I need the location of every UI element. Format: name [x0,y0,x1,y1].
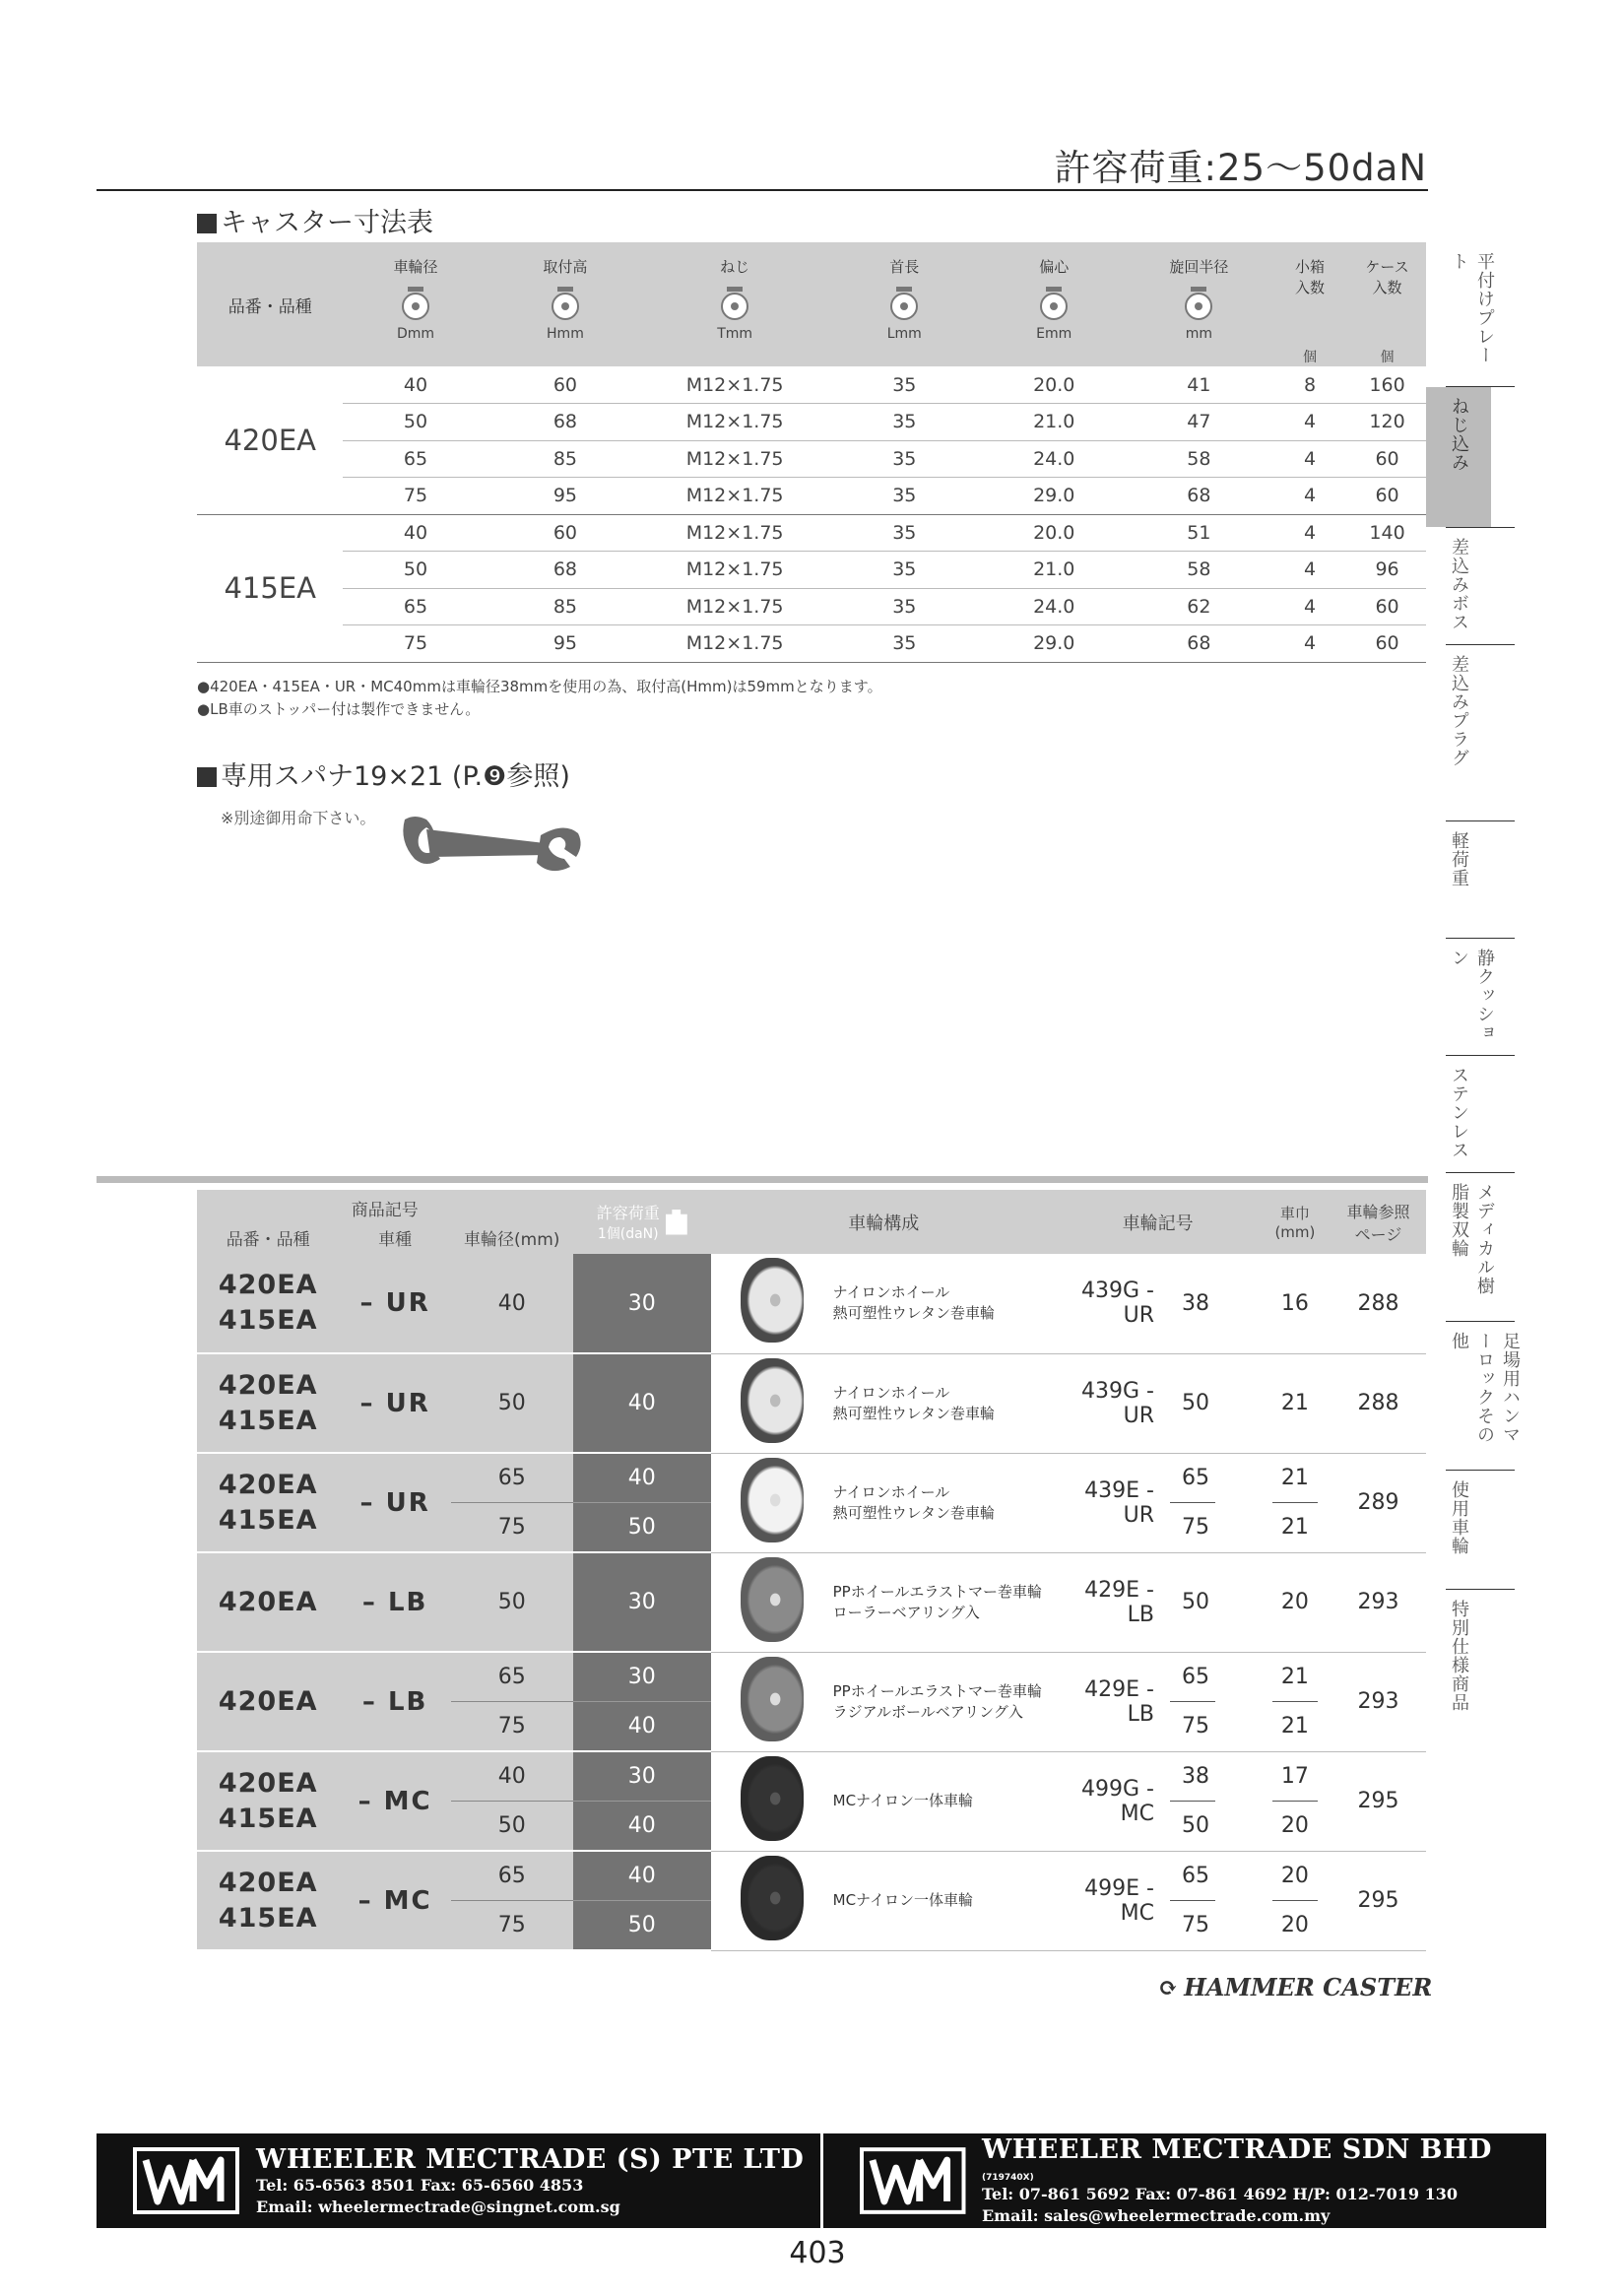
product-row [197,1552,1426,1652]
dims-row [197,514,1426,552]
product-desc-cell [833,1851,1057,1950]
product-code-cell: 429E - LB [1057,1652,1168,1751]
product-desc-cell [833,1453,1057,1552]
product-desc: MCナイロン一体車輪 [832,1891,974,1909]
product-wheel-diam-cell: 38 [1168,1254,1260,1353]
dims-cell: 24.0 [982,440,1127,478]
product-page-cell: 295 [1331,1851,1426,1950]
product-page-cell: 289 [1331,1453,1426,1552]
dims-cell: 35 [827,552,982,589]
product-row [197,1353,1426,1453]
page-title: 許容荷重:25〜50daN [1054,147,1427,189]
dims-cell: M12×1.75 [642,366,827,404]
product-width-cell: 21 [1260,1503,1331,1553]
product-load-cell: 30 [573,1552,711,1652]
product-model-cell [197,1254,339,1353]
product-width-cell: 21 [1260,1702,1331,1752]
dims-header-col [642,242,827,366]
product-page-cell: 288 [1331,1353,1426,1453]
product-wheel-diam-cell: 38 [1168,1751,1260,1802]
product-wheel-diam-cell: 50 [1168,1353,1260,1453]
dims-cell: 58 [1127,552,1271,589]
product-model-cell [197,1453,339,1552]
dims-cell: 21.0 [982,552,1127,589]
dims-cell: 40 [343,514,487,552]
product-diam-cell: 50 [451,1552,573,1652]
product-wheel-diam-cell: 65 [1168,1453,1260,1503]
nav-item-3[interactable]: 差込みプラグ [1449,655,1469,767]
dims-cell: 68 [488,404,643,441]
dims-cell: 58 [1127,440,1271,478]
product-table [197,1190,1426,1951]
product-type-cell: – MC [339,1751,450,1851]
dims-header-unit: Emm [1036,326,1072,342]
product-wheel-diam-cell: 50 [1168,1552,1260,1652]
product-page-cell: 295 [1331,1751,1426,1851]
product-model: 415EA [218,1902,318,1934]
prod-header-load-unit: 1個(daN) [597,1226,659,1242]
dims-cell: 85 [488,588,643,625]
product-diam-cell: 75 [451,1503,573,1553]
dims-cell: 65 [343,440,487,478]
dims-header-col [1348,242,1426,366]
dims-cell: 35 [827,478,982,515]
product-desc-cell [833,1353,1057,1453]
dims-cell: 60 [1348,588,1426,625]
category-side-nav [1426,242,1521,1767]
dims-row [197,552,1426,589]
dims-cell: 47 [1127,404,1271,441]
product-type: MC [383,1885,432,1916]
product-code-cell: 439E - UR [1057,1453,1168,1552]
dims-cell: 140 [1348,514,1426,552]
page-number: 403 [789,2236,846,2270]
dims-cell: 29.0 [982,478,1127,515]
product-diam-cell: 40 [451,1254,573,1353]
product-desc: MCナイロン一体車輪 [832,1792,974,1809]
product-load-cell: 40 [573,1353,711,1453]
wrench-icon [397,808,584,877]
dims-row [197,588,1426,625]
product-load-cell: 50 [573,1503,711,1553]
dims-header-label: ケース 入数 [1365,258,1409,296]
footer-email: Email: wheelermectrade@singnet.com.sg [256,2197,620,2216]
dims-header-label: 取付高 [543,258,588,276]
dims-header-col [343,242,487,366]
thread-icon [715,283,754,322]
dims-row [197,440,1426,478]
product-wheel-diam-cell: 75 [1168,1901,1260,1951]
nav-item-2[interactable]: 差込みボス [1449,538,1469,631]
product-model: 415EA [218,1305,318,1336]
dims-cell: 29.0 [982,625,1127,663]
wheel-image-icon [741,1657,804,1741]
footer-left [97,2133,823,2228]
dims-header-col [827,242,982,366]
product-wheel-cell [711,1254,833,1353]
dims-row [197,366,1426,404]
nav-item-7[interactable]: メディカル樹脂製双輪 [1449,1183,1495,1295]
product-model: 420EA [218,1469,318,1500]
product-wheel-diam-cell: 75 [1168,1702,1260,1752]
caster-logo-icon: ⟳ [1158,1973,1179,2001]
dims-cell: 4 [1271,440,1348,478]
square-bullet-icon [197,767,217,787]
dims-cell: 95 [488,478,643,515]
product-desc: ナイロンホイール [832,1383,950,1402]
dims-cell: 40 [343,366,487,404]
product-desc: PPホイールエラストマー巻車輪 [832,1681,1042,1700]
dims-header-unit: Tmm [717,326,753,342]
product-width-cell: 21 [1260,1353,1331,1453]
dims-header-unit: Hmm [547,326,584,342]
footer-phone: Tel: 65-6563 8501 Fax: 65-6560 4853 [256,2175,584,2195]
product-model: 420EA [218,1685,318,1717]
dims-header-label: 首長 [889,258,920,276]
dimensions-table [197,242,1426,663]
product-model: 420EA [218,1270,318,1300]
product-type-cell: – LB [339,1652,450,1751]
wheel-image-icon [741,1557,804,1642]
footer-phone: Tel: 07-861 5692 Fax: 07-861 4692 H/P: 012-7019 130 [981,2185,1459,2203]
dims-cell: 120 [1348,404,1426,441]
dims-cell: 21.0 [982,404,1127,441]
dims-header-col [488,242,643,366]
footer-bar [97,2133,1546,2228]
wheel-image-icon [741,1856,804,1940]
product-diam-cell: 40 [451,1751,573,1802]
dims-cell: 160 [1348,366,1426,404]
dims-cell: 68 [1127,625,1271,663]
product-width-cell: 20 [1260,1851,1331,1901]
prod-header-code: 車輪記号 [1057,1190,1260,1254]
product-code-cell: 439G - UR [1057,1254,1168,1353]
product-desc: ナイロンホイール [832,1482,950,1501]
section-divider [97,1176,1428,1183]
dims-header-label: 車輪径 [393,258,438,276]
dims-header-unit: Dmm [396,326,435,342]
product-code-cell: 429E - LB [1057,1552,1168,1652]
note-line: ●LB車のストッパー付は製作できません。 [197,700,481,718]
dims-row [197,404,1426,441]
dims-cell: 68 [488,552,643,589]
product-width-cell: 17 [1260,1751,1331,1802]
wm-logo-icon [859,2146,966,2215]
dims-cell: 85 [488,440,643,478]
product-load-cell: 40 [573,1802,711,1852]
dims-cell: M12×1.75 [642,404,827,441]
dims-header-unit: 個 [1302,350,1317,365]
nav-item-9[interactable]: 使用車輪 [1449,1480,1469,1555]
dims-cell: 60 [1348,625,1426,663]
product-wheel-cell [711,1453,833,1552]
weight-icon [666,1210,687,1235]
dims-header-col [982,242,1127,366]
product-model-cell [197,1751,339,1851]
footer-company: WHEELER MECTRADE (S) PTE LTD [256,2143,805,2175]
product-width-cell: 21 [1260,1453,1331,1503]
product-wheel-cell [711,1851,833,1950]
nav-item-5[interactable]: 静クッション [1449,949,1495,1042]
product-desc: PPホイールエラストマー巻車輪 [832,1582,1042,1601]
dims-cell: 20.0 [982,366,1127,404]
product-desc: 熱可塑性ウレタン巻車輪 [832,1304,996,1323]
dims-section-title: キャスター寸法表 [197,201,433,239]
dims-cell: 65 [343,588,487,625]
brand-logo: ⟳ HAMMER CASTER [1158,1973,1433,2001]
prod-header-row [197,1190,1426,1220]
dims-cell: 35 [827,440,982,478]
product-wheel-cell [711,1751,833,1851]
dims-cell: 60 [488,366,643,404]
product-wheel-diam-cell: 65 [1168,1652,1260,1702]
prod-header-page: 車輪参照 ページ [1331,1190,1426,1254]
wheel-diameter-icon [396,283,435,322]
dims-header-unit: 個 [1380,350,1395,365]
dims-cell: 4 [1271,552,1348,589]
product-model-cell [197,1552,339,1652]
dims-cell: 35 [827,625,982,663]
dims-cell: M12×1.75 [642,625,827,663]
product-code-cell: 499E - MC [1057,1851,1168,1950]
product-desc: 熱可塑性ウレタン巻車輪 [832,1404,996,1422]
product-type: LB [387,1686,428,1717]
spanner-section-title: 専用スパナ19×21 (P.❾参照) [197,754,570,793]
dims-cell: 4 [1271,404,1348,441]
dims-model-cell: 420EA [197,366,343,514]
dims-cell: M12×1.75 [642,514,827,552]
dims-cell: M12×1.75 [642,440,827,478]
product-model: 420EA [218,1586,318,1617]
product-desc: ローラーベアリング入 [832,1603,980,1621]
wheel-image-icon [741,1458,804,1542]
dims-cell: 4 [1271,514,1348,552]
nav-item-8[interactable]: 足場用ハンマーロックその他 [1449,1332,1521,1444]
prod-header-type: 車種 [339,1220,450,1254]
product-diam-cell: 65 [451,1851,573,1901]
product-type-cell: – LB [339,1552,450,1652]
product-wheel-diam-cell: 65 [1168,1851,1260,1901]
mount-height-icon [546,283,585,322]
product-type: UR [385,1388,430,1418]
product-model: 420EA [218,1867,318,1898]
product-row [197,1751,1426,1802]
product-wheel-diam-cell: 50 [1168,1802,1260,1852]
product-type-cell: – UR [339,1254,450,1353]
dims-cell: 96 [1348,552,1426,589]
product-diam-cell: 65 [451,1652,573,1702]
product-type: LB [387,1587,428,1617]
product-diam-cell: 50 [451,1353,573,1453]
spanner-note: ※別途御用命下さい。 [221,809,376,827]
dims-cell: 75 [343,478,487,515]
swivel-radius-icon [1179,283,1218,322]
nav-item-4[interactable]: 軽荷重 [1449,831,1469,887]
product-desc-cell [833,1552,1057,1652]
dims-cell: 68 [1127,478,1271,515]
prod-header-config: 車輪構成 [711,1190,1057,1254]
product-page-cell: 288 [1331,1254,1426,1353]
product-row [197,1254,1426,1353]
prod-header-load-label: 許容荷重 [596,1204,660,1222]
prod-header-model: 品番・品種 [197,1220,339,1254]
dims-cell: 75 [343,625,487,663]
footer-right [823,2133,1547,2228]
product-width-cell: 21 [1260,1652,1331,1702]
dims-cell: 20.0 [982,514,1127,552]
prod-header-load [573,1190,711,1254]
dims-cell: 4 [1271,588,1348,625]
prod-header-group: 商品記号 [197,1190,573,1220]
dims-header-col [1127,242,1271,366]
dims-cell: 60 [1348,440,1426,478]
dims-cell: M12×1.75 [642,552,827,589]
wheel-image-icon [741,1358,804,1443]
product-model: 420EA [218,1767,318,1799]
product-desc-cell [833,1751,1057,1851]
prod-header-diam: 車輪径(mm) [451,1220,573,1254]
dims-header-col [1271,242,1348,366]
prod-header-width-unit: (mm) [1274,1223,1316,1241]
dims-header-unit: mm [1185,326,1212,342]
product-load-cell: 40 [573,1453,711,1503]
product-row [197,1652,1426,1702]
dims-cell: 62 [1127,588,1271,625]
product-wheel-cell [711,1353,833,1453]
dims-notes [197,676,882,721]
product-load-cell: 30 [573,1751,711,1802]
product-diam-cell: 50 [451,1802,573,1852]
product-wheel-cell [711,1652,833,1751]
product-desc: ナイロンホイール [832,1283,950,1302]
dims-cell: 8 [1271,366,1348,404]
dims-cell: 24.0 [982,588,1127,625]
product-desc: 熱可塑性ウレタン巻車輪 [832,1503,996,1522]
product-desc: ラジアルボールベアリング入 [832,1702,1023,1721]
dims-row [197,625,1426,663]
product-model: 415EA [218,1504,318,1536]
product-load-cell: 40 [573,1851,711,1901]
footer-reg: (719740X) [981,2173,1034,2183]
wheel-image-icon [741,1756,804,1841]
prod-header-width-label: 車巾 [1279,1205,1310,1222]
note-line: ●420EA・415EA・UR・MC40mmは車輪径38mmを使用の為、取付高(Hmm)は59mmとなります。 [197,678,882,695]
product-model-cell [197,1851,339,1950]
prod-header-width [1260,1190,1331,1254]
stem-length-icon [884,283,924,322]
product-type: UR [385,1288,430,1318]
dims-cell: 35 [827,588,982,625]
nav-item-1[interactable]: ねじ込み [1426,387,1491,527]
product-diam-cell: 75 [451,1702,573,1752]
dims-cell: 41 [1127,366,1271,404]
product-wheel-diam-cell: 75 [1168,1503,1260,1553]
nav-item-0[interactable]: 平付けプレート [1449,252,1495,364]
dims-cell: M12×1.75 [642,478,827,515]
product-type-cell: – UR [339,1353,450,1453]
product-load-cell: 40 [573,1702,711,1752]
product-desc-cell [833,1254,1057,1353]
product-load-cell: 30 [573,1254,711,1353]
dims-cell: 4 [1271,625,1348,663]
nav-item-6[interactable]: ステンレス [1449,1066,1469,1159]
product-width-cell: 20 [1260,1552,1331,1652]
product-width-cell: 16 [1260,1254,1331,1353]
product-load-cell: 50 [573,1901,711,1951]
dims-cell: 50 [343,552,487,589]
product-model: 420EA [218,1369,318,1401]
wm-logo-icon [132,2146,240,2215]
footer-email: Email: sales@wheelermectrade.com.my [981,2206,1331,2225]
product-load-cell: 30 [573,1652,711,1702]
dims-cell: 35 [827,366,982,404]
footer-company: WHEELER MECTRADE SDN BHD [981,2134,1492,2165]
product-type: UR [385,1487,430,1518]
product-page-cell: 293 [1331,1552,1426,1652]
product-diam-cell: 65 [451,1453,573,1503]
dims-cell: 35 [827,514,982,552]
product-code-cell: 439G - UR [1057,1353,1168,1453]
product-model: 415EA [218,1803,318,1834]
product-code-cell: 499G - MC [1057,1751,1168,1851]
wheel-image-icon [741,1258,804,1343]
dims-cell: 60 [1348,478,1426,515]
dims-cell: 4 [1271,478,1348,515]
nav-item-10[interactable]: 特別仕様商品 [1449,1600,1469,1712]
product-model-cell [197,1652,339,1751]
dims-cell: 51 [1127,514,1271,552]
product-row [197,1851,1426,1901]
dims-header-label: 小箱 入数 [1294,258,1325,296]
dims-cell: 50 [343,404,487,441]
product-desc-cell [833,1652,1057,1751]
dims-header-label: 旋回半径 [1169,258,1229,276]
dims-cell: M12×1.75 [642,588,827,625]
dims-header-unit: Lmm [886,326,922,342]
dims-cell: 60 [488,514,643,552]
dims-model-cell: 415EA [197,514,343,662]
product-type: MC [383,1786,432,1816]
product-width-cell: 20 [1260,1802,1331,1852]
dims-header-label: 偏心 [1039,258,1070,276]
square-bullet-icon [197,214,217,233]
product-model-cell [197,1353,339,1453]
product-type-cell: – MC [339,1851,450,1950]
dims-cell: 35 [827,404,982,441]
dims-header-model: 品番・品種 [197,242,343,366]
dims-header-label: ねじ [720,258,750,276]
product-row [197,1453,1426,1503]
dims-cell: 95 [488,625,643,663]
offset-icon [1034,283,1073,322]
product-model: 415EA [218,1405,318,1436]
product-page-cell: 293 [1331,1652,1426,1751]
top-divider [97,189,1428,191]
dims-row [197,478,1426,515]
product-width-cell: 20 [1260,1901,1331,1951]
product-diam-cell: 75 [451,1901,573,1951]
product-wheel-cell [711,1552,833,1652]
product-type-cell: – UR [339,1453,450,1552]
